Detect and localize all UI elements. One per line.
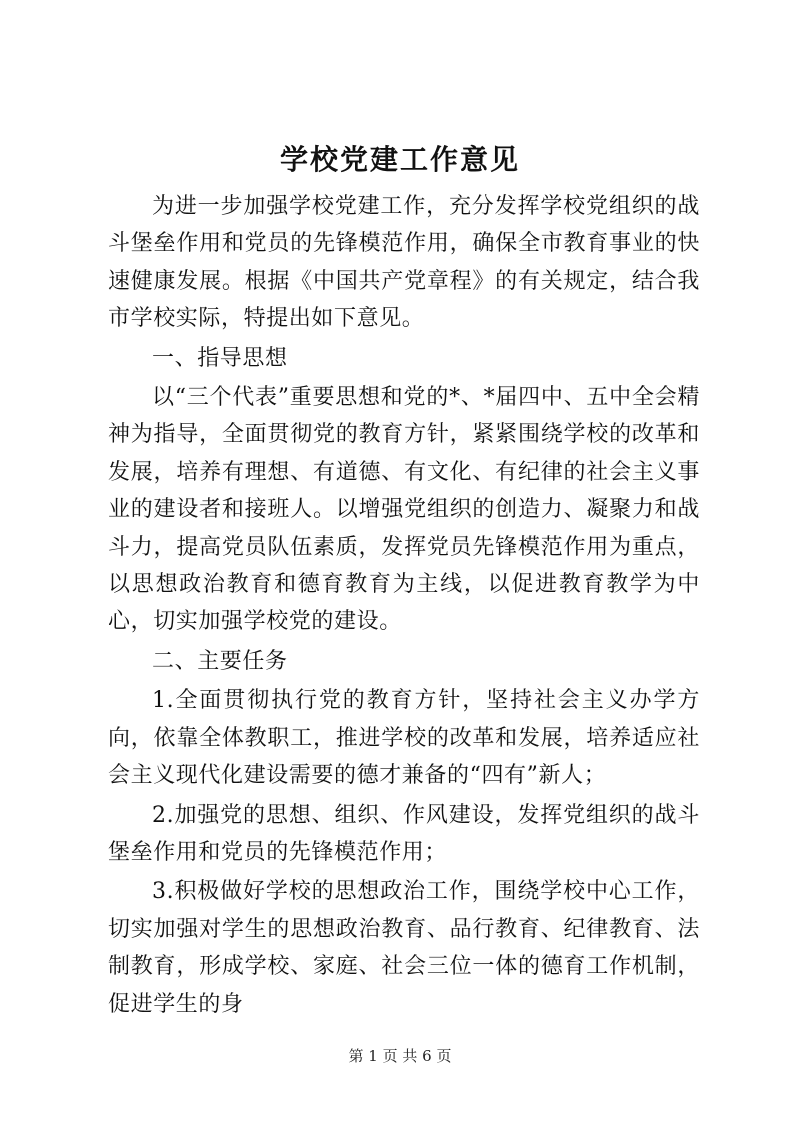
page-footer: 第 1 页 共 6 页 — [348, 1047, 452, 1065]
task-item-1: 1.全面贯彻执行党的教育方针，坚持社会主义办学方向，依靠全体教职工，推进学校的改革和发展，培养适应社会主义现代化建设需要的德才兼备的“四有”新人； — [108, 688, 700, 789]
guiding-ideology-paragraph: 以“三个代表”重要思想和党的*、*届四中、五中全会精神为指导，全面贯彻党的教育方针，紧紧围绕学校的改革和发展，培养有理想、有道德、有文化、有纪律的社会主义事业的建设者和接班人。以增强党组织的创造力、凝聚力和战斗力，提高党员队伍素质，发挥党员先锋模范作用为重点，以思想政治教育和德育教育为主线，以促进教育教学为中心，切实加强学校党的建设。 — [108, 385, 700, 635]
intro-paragraph: 为进一步加强学校党建工作，充分发挥学校党组织的战斗堡垒作用和党员的先锋模范作用，确保全市教育事业的快速健康发展。根据《中国共产党章程》的有关规定，结合我市学校实际，特提出如下意见。 — [108, 194, 700, 332]
section-heading-main-tasks: 二、主要任务 — [152, 648, 288, 674]
task-item-2: 2.加强党的思想、组织、作风建设，发挥党组织的战斗堡垒作用和党员的先锋模范作用； — [108, 802, 700, 865]
task-item-3: 3.积极做好学校的思想政治工作，围绕学校中心工作，切实加强对学生的思想政治教育、品行教育、纪律教育、法制教育，形成学校、家庭、社会三位一体的德育工作机制，促进学生的身 — [108, 879, 700, 1017]
section-heading-guiding-ideology: 一、指导思想 — [152, 345, 288, 371]
document-title: 学校党建工作意见 — [279, 143, 520, 176]
document-body — [108, 188, 700, 1025]
